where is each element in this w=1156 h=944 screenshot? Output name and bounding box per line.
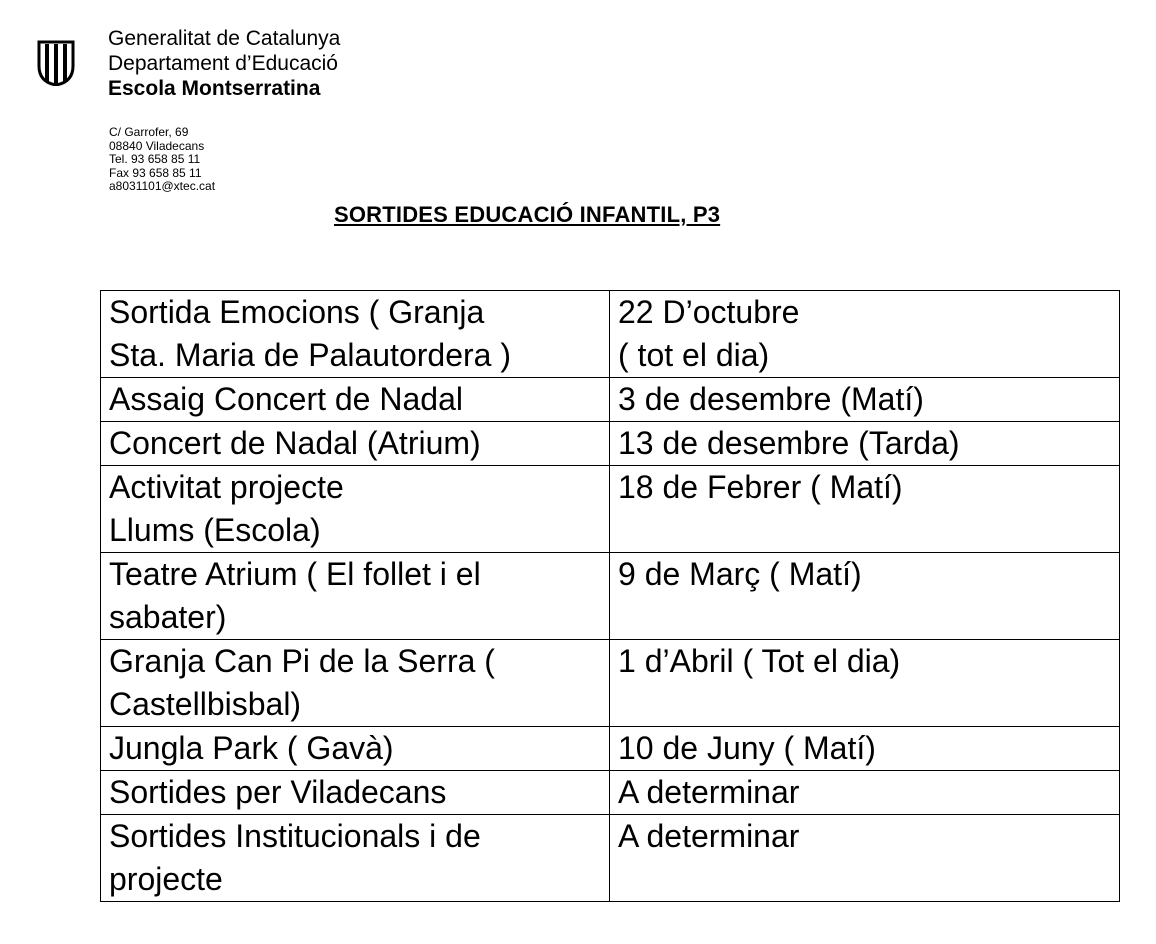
contact-phone: Tel. 93 658 85 11 [109, 152, 201, 166]
table-row [101, 466, 1120, 553]
activity-line: Sortides per Viladecans [109, 774, 447, 810]
activity-cell [101, 553, 610, 640]
activity-cell [101, 815, 610, 902]
table-row [101, 291, 1120, 378]
date-cell [610, 815, 1120, 902]
activity-line: Castellbisbal) [109, 686, 302, 722]
date-cell [610, 553, 1120, 640]
activity-cell [101, 291, 610, 378]
date-cell [610, 640, 1120, 727]
contact-address: C/ Garrofer, 69 [109, 125, 189, 139]
contact-fax: Fax 93 658 85 11 [109, 165, 202, 180]
date-cell [610, 378, 1120, 422]
table-row [101, 771, 1120, 815]
date-line: 18 de Febrer ( Matí) [618, 469, 903, 505]
activity-line: Sortides Institucionals i de [109, 818, 481, 854]
org-line-generalitat: Generalitat de Catalunya [108, 27, 341, 50]
table-row [101, 640, 1120, 727]
table-row [101, 727, 1120, 771]
date-cell [610, 466, 1120, 553]
activity-line: Activitat projecte [109, 469, 344, 505]
table-row [101, 815, 1120, 902]
activity-line: Jungla Park ( Gavà) [109, 730, 394, 766]
activity-line: Granja Can Pi de la Serra ( [109, 643, 495, 679]
activity-cell [101, 422, 610, 466]
date-cell [610, 291, 1120, 378]
activity-line: Teatre Atrium ( El follet i el [109, 556, 481, 592]
org-line-department: Departament d’Educació [108, 52, 338, 75]
activity-cell [101, 378, 610, 422]
date-line: 1 d’Abril ( Tot el dia) [618, 643, 901, 679]
date-line: A determinar [618, 774, 800, 810]
activity-cell [101, 640, 610, 727]
date-line: 3 de desembre (Matí) [618, 381, 924, 417]
activity-cell [101, 771, 610, 815]
table-row [101, 378, 1120, 422]
activity-line: Sortida Emocions ( Granja [109, 294, 485, 330]
activity-line: Llums (Escola) [109, 512, 321, 548]
activity-line: Concert de Nadal (Atrium) [109, 425, 481, 461]
table-row [101, 553, 1120, 640]
contact-postal: 08840 Viladecans [109, 138, 205, 153]
outings-table [100, 290, 1120, 902]
table-row [101, 422, 1120, 466]
contact-email: a8031101@xtec.cat [109, 179, 216, 193]
school-name: Escola Montserratina [108, 77, 321, 100]
date-line: ( tot el dia) [618, 337, 770, 373]
activity-cell [101, 727, 610, 771]
date-line: 22 D’octubre [618, 294, 800, 330]
date-cell [610, 727, 1120, 771]
activity-line: projecte [109, 861, 223, 897]
activity-line: sabater) [109, 599, 227, 635]
activity-cell [101, 466, 610, 553]
contact-block [109, 126, 215, 194]
date-line: 10 de Juny ( Matí) [618, 730, 876, 766]
page-title: SORTIDES EDUCACIÓ INFANTIL, P3 [334, 202, 721, 227]
catalan-coat-of-arms-icon [36, 38, 76, 86]
organization-header [108, 26, 340, 101]
date-line: A determinar [618, 818, 800, 854]
date-line: 13 de desembre (Tarda) [618, 425, 960, 461]
date-cell [610, 422, 1120, 466]
activity-line: Assaig Concert de Nadal [109, 381, 463, 417]
date-cell [610, 771, 1120, 815]
activity-line: Sta. Maria de Palautordera ) [109, 337, 511, 373]
date-line: 9 de Març ( Matí) [618, 556, 862, 592]
